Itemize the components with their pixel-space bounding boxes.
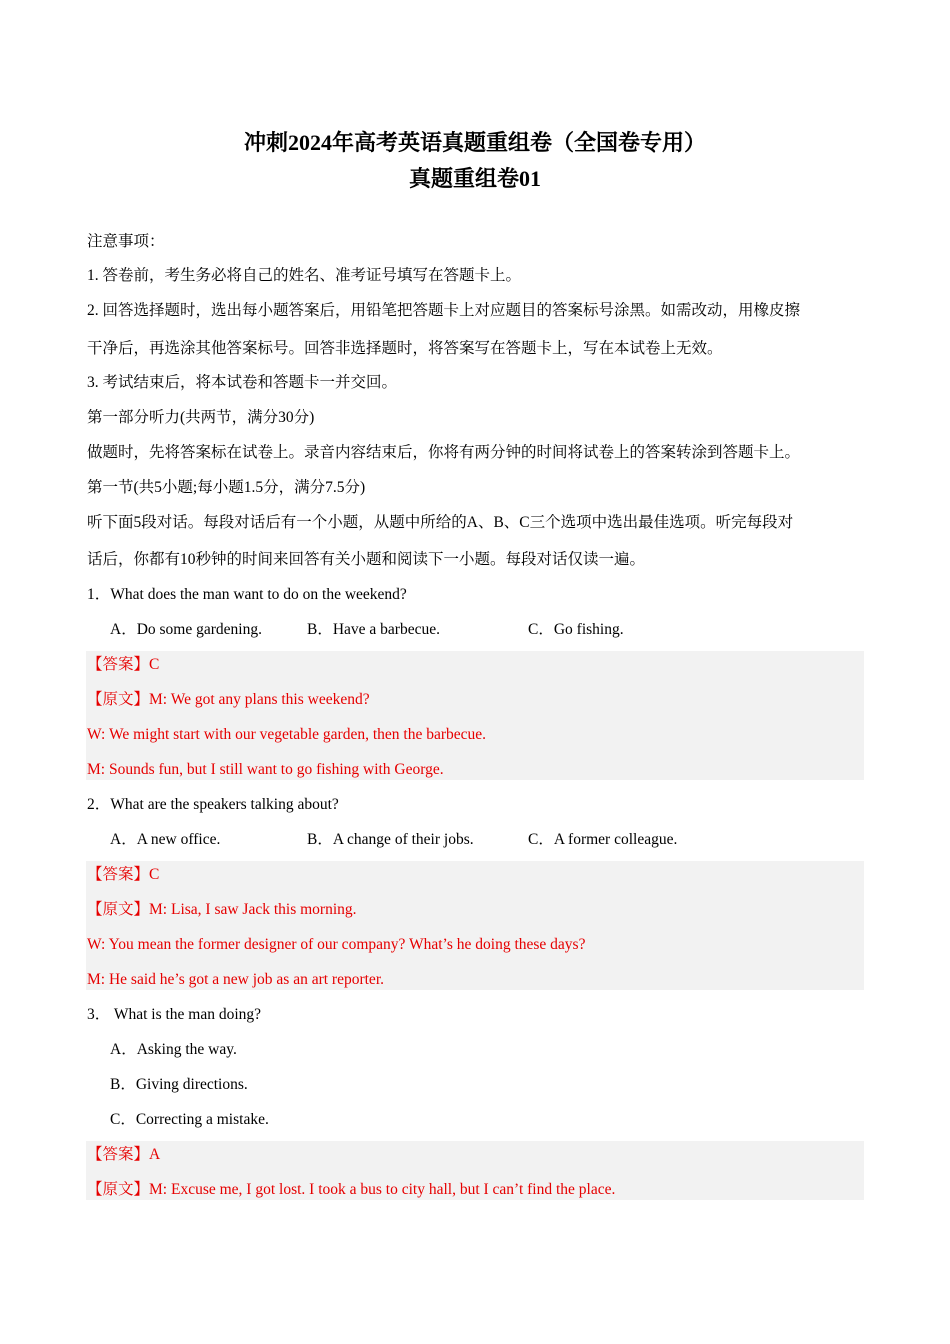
question-option: A．Do some gardening. [110,621,262,638]
question-option: C．Correcting a mistake. [110,1111,269,1128]
question-stem: 1．What does the man want to do on the weekend? [87,586,407,603]
part-heading: 第一部分听力(共两节，满分30分) [87,409,315,426]
notes-heading: 注意事项： [87,233,165,250]
answer-label: 【答案】C [87,866,160,883]
transcript-label: 【原文】 [87,691,150,708]
page-title: 冲刺2024年高考英语真题重组卷（全国卷专用） [243,130,706,155]
section-instruction-b: 话后，你都有10秒钟的时间来回答有关小题和阅读下一小题。每段对话仅读一遍。 [87,551,646,568]
transcript-text: M: Excuse me, I got lost. I took a bus to city hall, but I can’t find the place. [149,1181,616,1198]
section-heading: 第一节(共5小题;每小题1.5分，满分7.5分) [87,479,366,496]
notes-item-2b: 干净后，再选涂其他答案标号。回答非选择题时，将答案写在答题卡上，写在本试卷上无效。 [87,340,723,357]
page-subtitle: 真题重组卷01 [408,166,541,191]
section-instruction-a: 听下面5段对话。每段对话后有一个小题，从题中所给的A、B、C三个选项中选出最佳选项。听完每段对 [87,514,794,531]
transcript-line [87,1180,615,1200]
question-option: B．Have a barbecue. [307,621,440,638]
question-option: B．A change of their jobs. [307,831,474,848]
transcript-line [87,900,357,920]
question-option: B．Giving directions. [110,1076,248,1093]
transcript-text: M: Lisa, I saw Jack this morning. [149,901,357,918]
transcript-line: W: You mean the former designer of our company? What’s he doing these days? [87,936,586,953]
question-option: C．A former colleague. [528,831,678,848]
transcript-label: 【原文】 [87,1181,150,1198]
transcript-line: M: He said he’s got a new job as an art reporter. [87,971,384,988]
notes-item-1: 1. 答卷前，考生务必将自己的姓名、准考证号填写在答题卡上。 [87,267,522,284]
transcript-line [87,690,370,710]
question-option: A．A new office. [110,831,221,848]
transcript-line: W: We might start with our vegetable garden, then the barbecue. [87,726,487,743]
question-option: A．Asking the way. [110,1041,237,1058]
part-instruction: 做题时，先将答案标在试卷上。录音内容结束后，你将有两分钟的时间将试卷上的答案转涂到答题卡上。 [87,444,801,461]
transcript-label: 【原文】 [87,901,150,918]
transcript-text: M: We got any plans this weekend? [149,691,370,708]
notes-item-3: 3. 考试结束后，将本试卷和答题卡一并交回。 [87,374,398,391]
answer-label: 【答案】A [87,1146,161,1163]
answer-label: 【答案】C [87,656,160,673]
transcript-line: M: Sounds fun, but I still want to go fishing with George. [87,761,444,778]
question-option: C．Go fishing. [528,621,624,638]
question-stem: 2．What are the speakers talking about? [87,796,339,813]
question-stem: 3． What is the man doing? [87,1006,262,1023]
notes-item-2a: 2. 回答选择题时，选出每小题答案后，用铅笔把答题卡上对应题目的答案标号涂黑。如需改动，用橡皮擦 [87,302,801,319]
